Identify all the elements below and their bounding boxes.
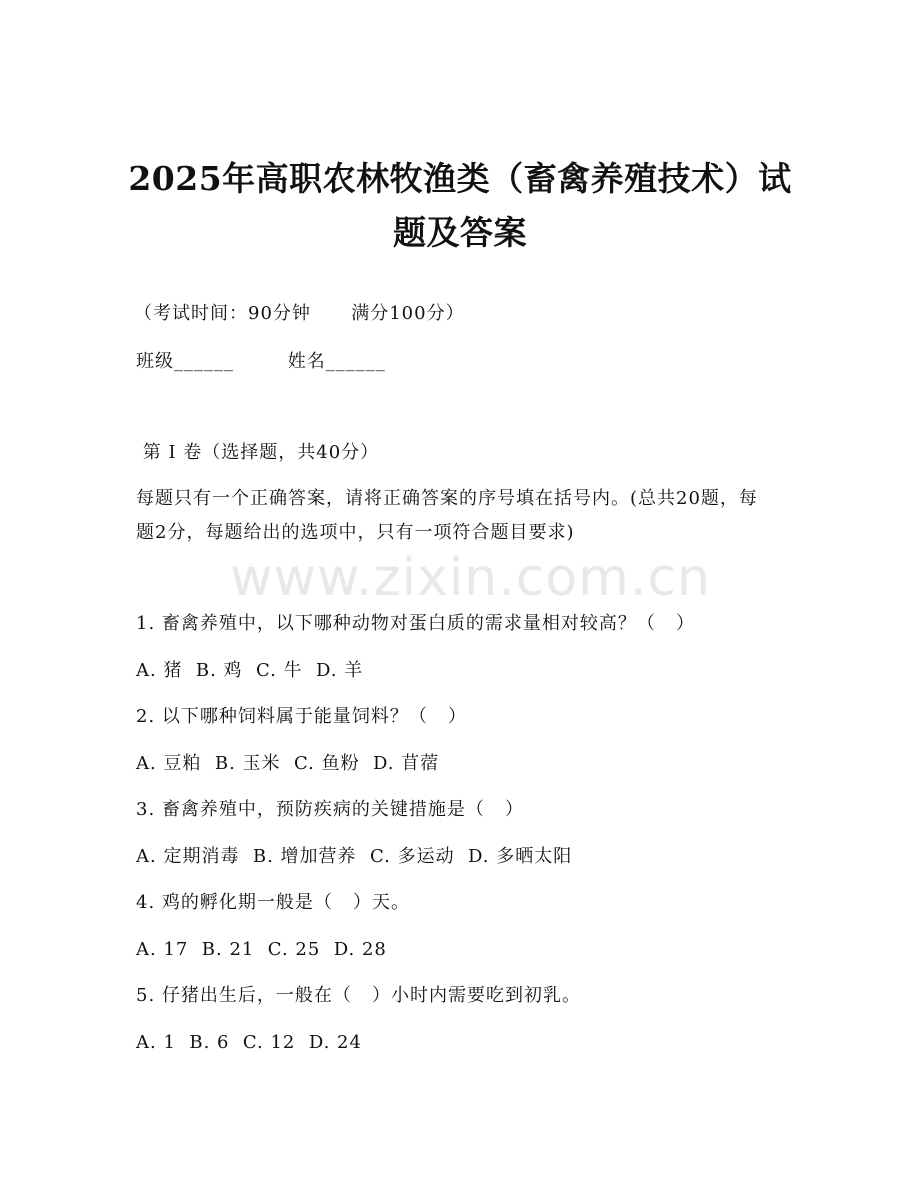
question-1-text: 1. 畜禽养殖中，以下哪种动物对蛋白质的需求量相对较高？（ ） (136, 613, 696, 634)
instructions: 每题只有一个正确答案，请将正确答案的序号填在括号内。(总共20题，每题2分，每题给出的选项中，只有一项符合题目要求) (136, 488, 758, 543)
question-5-options: A. 1 B. 6 C. 12 D. 24 (136, 1032, 362, 1053)
question-3-options: A. 定期消毒 B. 增加营养 C. 多运动 D. 多晒太阳 (136, 846, 573, 867)
watermark: www.zixin.com.cn (230, 548, 711, 608)
question-4-options: A. 17 B. 21 C. 25 D. 28 (136, 939, 387, 960)
document-title (60, 152, 860, 260)
title-line-2: 题及答案 (393, 213, 527, 252)
exam-info: （考试时间：90分钟 满分100分） (134, 303, 465, 324)
question-4-text: 4. 鸡的孵化期一般是（ ）天。 (136, 892, 411, 913)
question-2-text: 2. 以下哪种饲料属于能量饲料？（ ） (136, 706, 468, 727)
question-1-options: A. 猪 B. 鸡 C. 牛 D. 羊 (136, 660, 364, 681)
question-3-text: 3. 畜禽养殖中，预防疾病的关键措施是（ ） (136, 799, 525, 820)
student-info: 班级______ 姓名______ (136, 351, 386, 372)
title-line-1: 2025年高职农林牧渔类（畜禽养殖技术）试 (128, 159, 792, 198)
section-title: 第 I 卷（选择题，共40分） (136, 442, 380, 463)
question-2-options: A. 豆粕 B. 玉米 C. 鱼粉 D. 苜蓿 (136, 753, 440, 774)
question-5-text: 5. 仔猪出生后，一般在（ ）小时内需要吃到初乳。 (136, 985, 582, 1006)
